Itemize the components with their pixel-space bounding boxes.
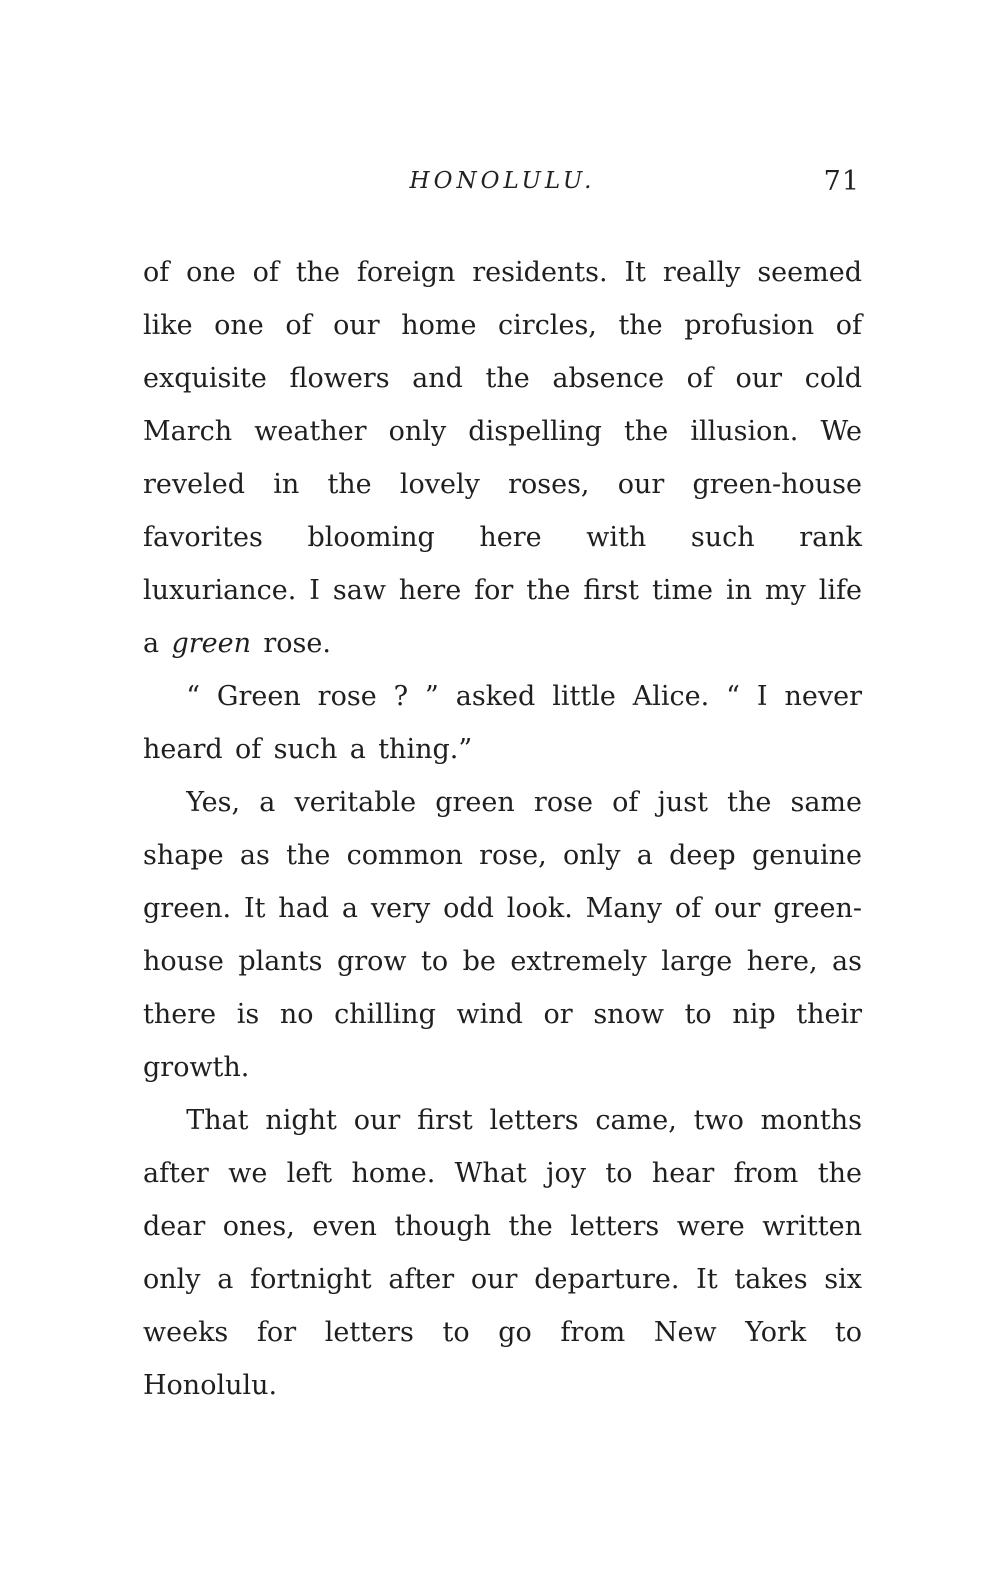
running-title: HONOLULU.	[409, 168, 596, 194]
paragraph-3-text: Yes, a veritable green rose of just the same shape as the common rose, only a deep genuine green. It had a very odd look. Many of our green-house plants grow to be extremely large here, as there is no chilling wind or snow to nip their growth.	[143, 787, 862, 1083]
paragraph-1-text-end: rose.	[251, 628, 331, 659]
paragraph-4-text: That night our first letters came, two months after we left home. What joy to hear from the dear ones, even though the letters were written only a fortnight after our departure. It takes six weeks for letters to go from New York to Honolulu.	[143, 1105, 862, 1401]
paragraph-1	[143, 246, 862, 670]
page-header	[143, 168, 862, 208]
paragraph-2	[143, 670, 862, 776]
paragraph-4	[143, 1094, 862, 1412]
body-text	[143, 246, 862, 1412]
paragraph-1-text: of one of the foreign residents. It really seemed like one of our home circles, the profusion of exquisite flowers and the absence of our cold March weather only dispelling the illusion. We reveled in the lovely roses, our green-house favorites blooming here with such rank luxuriance. I saw here for the first time in my life a	[143, 257, 862, 659]
paragraph-2-text: “ Green rose ? ” asked little Alice. “ I never heard of such a thing.”	[143, 681, 862, 765]
paragraph-3	[143, 776, 862, 1094]
paragraph-1-italic-word: green	[171, 628, 252, 659]
page-number: 71	[823, 166, 860, 197]
